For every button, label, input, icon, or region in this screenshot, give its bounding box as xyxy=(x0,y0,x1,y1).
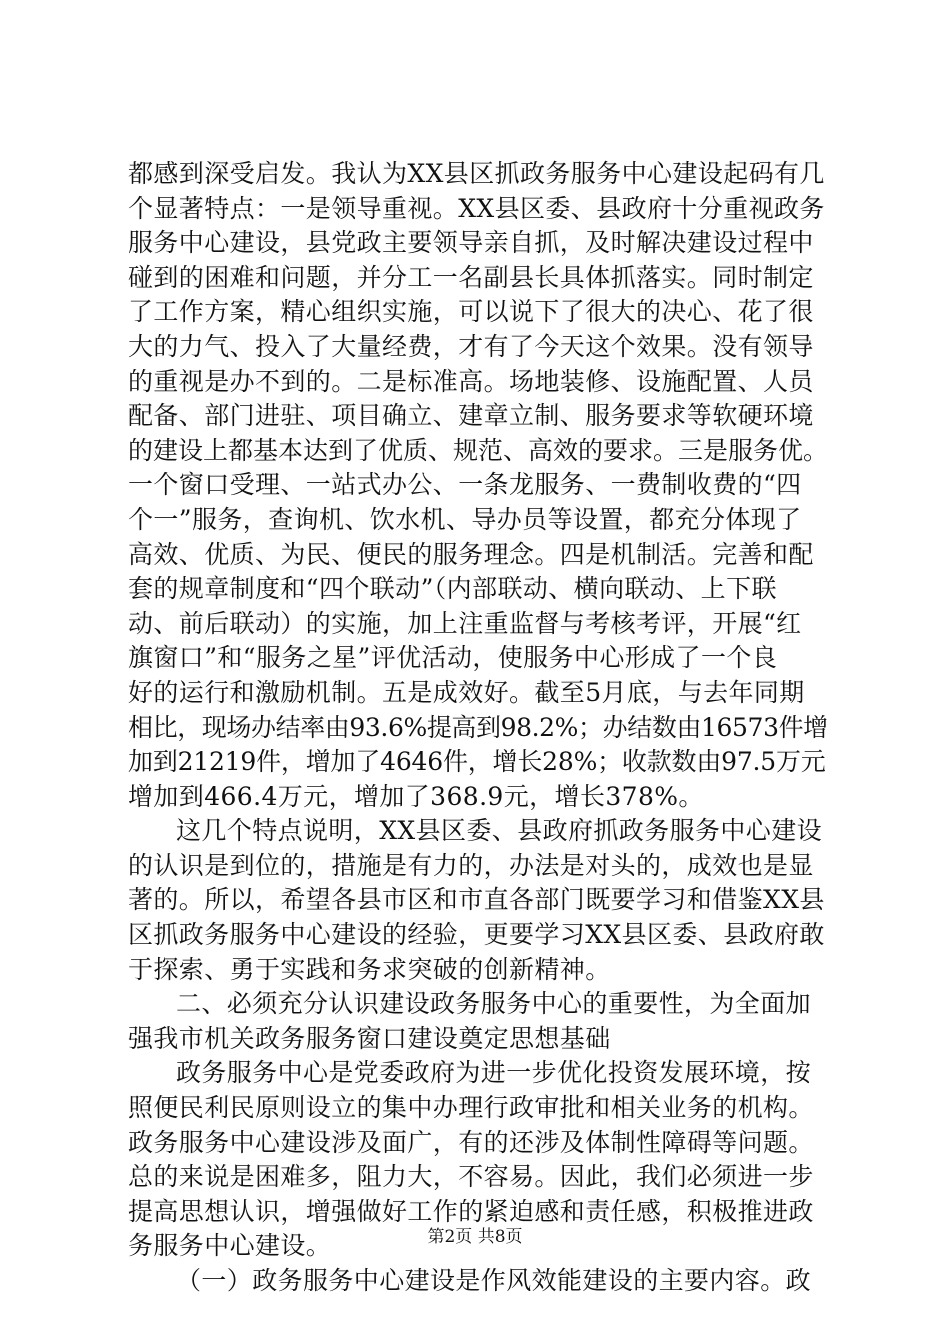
text-line: 个一”服务，查询机、饮水机、导办员等设置，都充分体现了 xyxy=(128,504,802,534)
text-line: 相比，现场办结率由93.6%提高到98.2%；办结数由16573件增 xyxy=(128,712,828,742)
text-line: 照便民利民原则设立的集中办理行政审批和相关业务的机构。 xyxy=(128,1093,814,1123)
text-line: 碰到的困难和问题，并分工一名副县长具体抓落实。同时制定 xyxy=(128,262,814,292)
text-line: 高效、优质、为民、便民的服务理念。四是机制活。完善和配 xyxy=(128,539,814,569)
text-line: 的建设上都基本达到了优质、规范、高效的要求。三是服务优。 xyxy=(128,435,829,465)
text-line: 大的力气、投入了大量经费，才有了今天这个效果。没有领导 xyxy=(128,331,814,361)
text-line: 二、必须充分认识建设政务服务中心的重要性，为全面加 xyxy=(176,989,812,1019)
text-line: 都感到深受启发。我认为XX县区抓政务服务中心建设起码有几 xyxy=(128,159,825,188)
text-line: 区抓政务服务中心建设的经验，更要学习XX县区委、县政府敢 xyxy=(128,920,825,950)
text-line: 政务服务中心建设涉及面广，有的还涉及体制性障碍等问题。 xyxy=(128,1127,814,1157)
text-line: 套的规章制度和“四个联动”（内部联动、横向联动、上下联 xyxy=(128,574,777,604)
document-body xyxy=(128,157,828,1299)
text-line: 一个窗口受理、一站式办公、一条龙服务、一费制收费的“四 xyxy=(128,470,802,500)
text-line: 著的。所以，希望各县市区和市直各部门既要学习和借鉴XX县 xyxy=(128,885,825,915)
page-footer: 第2页 共8页 xyxy=(427,1227,523,1247)
text-line: 提高思想认识，增强做好工作的紧迫感和责任感，积极推进政 xyxy=(128,1196,814,1226)
text-line: 强我市机关政务服务窗口建设奠定思想基础 xyxy=(128,1023,611,1053)
text-line: 了工作方案，精心组织实施，可以说下了很大的决心、花了很 xyxy=(128,297,814,327)
text-line: 总的来说是困难多，阻力大，不容易。因此，我们必须进一步 xyxy=(128,1162,814,1192)
text-line: 好的运行和激励机制。五是成效好。截至5月底，与去年同期 xyxy=(128,677,805,707)
text-line: （一）政务服务中心建设是作风效能建设的主要内容。政 xyxy=(176,1266,812,1295)
text-line: 于探索、勇于实践和务求突破的创新精神。 xyxy=(128,954,611,984)
text-line: 配备、部门进驻、项目确立、建章立制、服务要求等软硬环境 xyxy=(128,401,814,431)
text-line: 务服务中心建设。 xyxy=(128,1231,332,1261)
text-line: 旗窗口”和“服务之星”评优活动，使服务中心形成了一个良 xyxy=(128,643,778,673)
text-line: 动、前后联动）的实施，加上注重监督与考核考评，开展“红 xyxy=(128,608,802,638)
text-line: 的重视是办不到的。二是标准高。场地装修、设施配置、人员 xyxy=(128,366,814,396)
text-line: 服务中心建设，县党政主要领导亲自抓，及时解决建设过程中 xyxy=(128,228,814,258)
text-line: 的认识是到位的，措施是有力的，办法是对头的，成效也是显 xyxy=(128,850,814,880)
text-line: 加到21219件，增加了4646件，增长28%；收款数由97.5万元 xyxy=(128,747,826,777)
text-line: 这几个特点说明，XX县区委、县政府抓政务服务中心建设 xyxy=(176,816,822,846)
text-line: 增加到466.4万元，增加了368.9元，增长378%。 xyxy=(128,781,704,811)
text-line: 个显著特点：一是领导重视。XX县区委、县政府十分重视政务 xyxy=(128,193,825,223)
text-line: 政务服务中心是党委政府为进一步优化投资发展环境，按 xyxy=(176,1058,812,1088)
